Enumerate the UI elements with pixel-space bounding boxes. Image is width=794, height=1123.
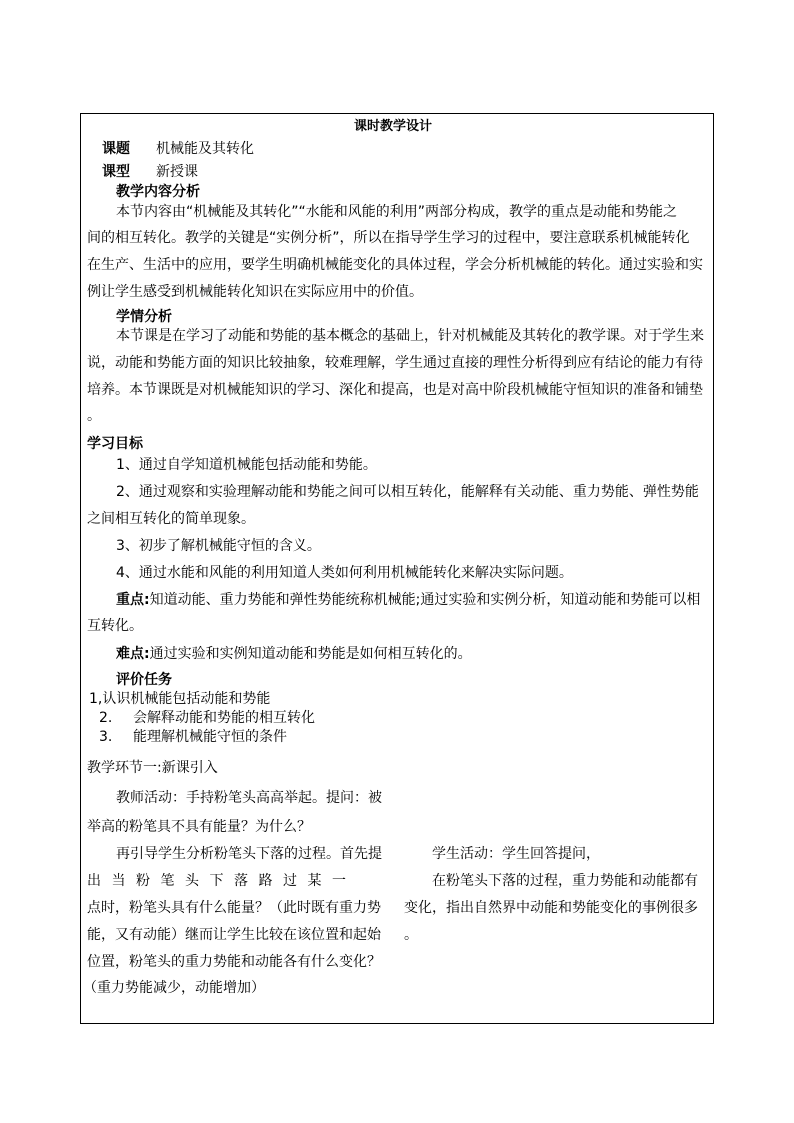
topic-label: 课题 bbox=[102, 141, 130, 157]
teacher-guidance-line: 再引导学生分析粉笔头下落的过程。首先提 bbox=[116, 846, 382, 862]
objective-item: 1、通过自学知道机械能包括动能和势能。 bbox=[116, 457, 377, 473]
student-analysis-heading: 学情分析 bbox=[116, 309, 172, 325]
content-analysis-line: 本节内容由“机械能及其转化”“水能和风能的利用”两部分构成，教学的重点是动能和势能之 bbox=[116, 204, 678, 220]
student-analysis-line: 培养。本节课既是对机械能知识的学习、深化和提高，也是对高中阶段机械能守恒知识的准备和铺垫 bbox=[87, 382, 703, 398]
teacher-guidance-line bbox=[87, 872, 395, 890]
document-title: 课时教学设计 bbox=[354, 119, 433, 134]
evaluation-item-number: 3. bbox=[99, 729, 113, 745]
objective-item: 3、初步了解机械能守恒的含义。 bbox=[116, 538, 321, 554]
evaluation-item: 会解释动能和势能的相互转化 bbox=[133, 710, 315, 726]
objective-item: 2、通过观察和实验理解动能和势能之间可以相互转化，能解释有关动能、重力势能、弹性势能 bbox=[116, 484, 699, 500]
student-activity-line: 在粉笔头下落的过程，重力势能和动能都有 bbox=[432, 873, 698, 889]
difficulty-line bbox=[116, 645, 472, 663]
evaluation-heading: 评价任务 bbox=[116, 672, 172, 688]
student-analysis-line: 说，动能和势能方面的知识比较抽象，较难理解，学生通过直接的理性分析得到应有结论的能力有待 bbox=[87, 355, 703, 371]
student-activity-line: 学生活动：学生回答提问， bbox=[432, 846, 600, 862]
teacher-activity: 举高的粉笔具不具有能量？为什么？ bbox=[87, 819, 311, 835]
teacher-activity: 教师活动：手持粉笔头高高举起。提问：被 bbox=[116, 790, 382, 806]
type-value: 新授课 bbox=[156, 164, 198, 180]
spaced-text: 出当粉笔头下落路过某一 bbox=[87, 873, 357, 889]
topic-value: 机械能及其转化 bbox=[156, 141, 254, 157]
teacher-guidance-line: 能，又有动能）继而让学生比较在该位置和起始 bbox=[87, 927, 381, 943]
student-activity-line: 变化，指出自然界中动能和势能变化的事例很多 bbox=[404, 900, 698, 916]
difficulty-label: 难点: bbox=[116, 646, 150, 662]
objective-item: 之间相互转化的简单现象。 bbox=[87, 511, 255, 527]
key-point-label: 重点: bbox=[116, 592, 150, 608]
type-label: 课型 bbox=[102, 164, 130, 180]
content-analysis-line: 间的相互转化。教学的关键是“实例分析”，所以在指导学生学习的过程中，要注意联系机械能转化 bbox=[87, 230, 690, 246]
difficulty-text: 通过实验和实例知道动能和势能是如何相互转化的。 bbox=[149, 646, 472, 662]
student-activity-line: 。 bbox=[404, 927, 418, 943]
key-point-line bbox=[116, 591, 700, 609]
teacher-guidance-line: 点时，粉笔头具有什么能量？（此时既有重力势 bbox=[87, 900, 381, 916]
teacher-guidance-line: 位置，粉笔头的重力势能和动能各有什么变化？ bbox=[87, 954, 381, 970]
content-analysis-line: 例让学生感受到机械能转化知识在实际应用中的价值。 bbox=[87, 284, 423, 300]
objectives-heading: 学习目标 bbox=[87, 436, 143, 452]
key-point-continuation: 互转化。 bbox=[87, 618, 143, 634]
objective-item: 4、通过水能和风能的利用知道人类如何利用机械能转化来解决实际问题。 bbox=[116, 565, 573, 581]
evaluation-item: 1,认识机械能包括动能和势能 bbox=[89, 691, 271, 707]
content-analysis-heading: 教学内容分析 bbox=[116, 184, 200, 200]
evaluation-item-number: 2. bbox=[99, 710, 113, 726]
evaluation-item: 能理解机械能守恒的条件 bbox=[133, 729, 287, 745]
stage-heading: 教学环节一:新课引入 bbox=[87, 760, 218, 776]
content-analysis-line: 在生产、生活中的应用，要学生明确机械能变化的具体过程，学会分析机械能的转化。通过实验和实 bbox=[87, 257, 703, 273]
teacher-guidance-line: （重力势能减少，动能增加） bbox=[83, 980, 265, 996]
student-analysis-line: 本节课是在学习了动能和势能的基本概念的基础上，针对机械能及其转化的教学课。对于学生来 bbox=[116, 328, 704, 344]
student-analysis-line: 。 bbox=[87, 408, 101, 424]
key-point-text: 知道动能、重力势能和弹性势能统称机械能;通过实验和实例分析，知道动能和势能可以相 bbox=[149, 592, 701, 608]
